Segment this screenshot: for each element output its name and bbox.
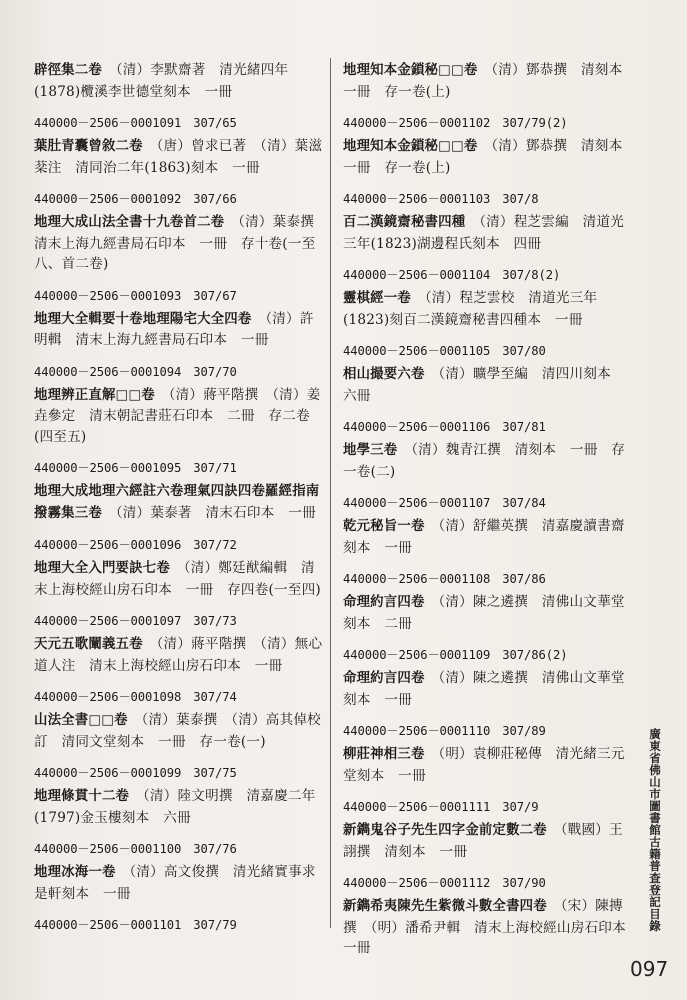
catalog-entry <box>343 646 633 710</box>
entry-body <box>34 634 324 676</box>
catalog-entry <box>343 342 633 406</box>
catalog-entry <box>34 363 324 448</box>
catalog-entry <box>343 570 633 634</box>
catalog-entry <box>343 190 633 254</box>
call-number: 440000－2506－0001101 307/79 <box>34 918 237 932</box>
entry-body <box>343 668 633 710</box>
entry-detail: （清）高文俊撰 清光緒實事求是軒刻本 一冊 <box>34 864 316 902</box>
entry-detail: （清）蔣平階撰 （清）無心道人注 清末上海校經山房石印本 一冊 <box>34 636 323 674</box>
catalog-entry <box>34 114 324 178</box>
call-number: 440000－2506－0001110 307/89 <box>343 724 546 738</box>
call-number: 440000－2506－0001102 307/79(2) <box>343 116 568 130</box>
entry-title: 乾元秘旨一卷 <box>343 519 425 534</box>
entry-body <box>343 516 633 558</box>
entry-body <box>343 820 633 862</box>
entry-title: 葉肚青囊曾敘二卷 <box>34 139 143 154</box>
entry-body <box>34 710 324 752</box>
entry-detail: （清）魏青江撰 清刻本 一冊 存一卷(二) <box>343 442 626 480</box>
call-number: 440000－2506－0001092 307/66 <box>34 192 237 206</box>
call-number: 440000－2506－0001104 307/8(2) <box>343 268 561 282</box>
entry-detail: （清）陳之遴撰 清佛山文華堂刻本 一冊 <box>343 670 625 708</box>
entry-title: 新鐫希夷陳先生紫微斗數全書四卷 <box>343 899 547 914</box>
entry-body <box>34 558 324 600</box>
entry-title: 地理知本金鎖秘□□卷 <box>343 139 478 154</box>
catalog-entry <box>343 874 640 959</box>
entry-body <box>343 212 633 254</box>
entry-title: 地理大成地理六經註六卷理氣四訣四卷羅經指南撥霧集三卷 <box>34 484 320 521</box>
call-number: 440000－2506－0001099 307/75 <box>34 766 237 780</box>
entry-detail: （宋）陳摶撰 （明）潘希尹輯 清末上海校經山房石印本 一冊 <box>343 898 640 956</box>
entry-title: 地理大全輯要十卷地理陽宅大全四卷 <box>34 311 252 327</box>
entry-title: 地理大成山法全書十九卷首二卷 <box>34 215 225 230</box>
entry-detail: （清）葉泰撰 清末上海九經書局石印本 一冊 存十卷(一至八、首二卷) <box>34 214 328 272</box>
call-number: 440000－2506－0001103 307/8 <box>343 192 539 206</box>
entry-body <box>343 592 633 634</box>
entry-title: 百二漢鏡齋秘書四種 <box>343 215 466 230</box>
catalog-entry <box>34 688 324 752</box>
entry-detail: （清）舒繼英撰 清嘉慶讀書齋刻本 一冊 <box>343 518 625 556</box>
catalog-entry <box>34 764 324 828</box>
entry-detail: （清）鄭廷猷編輯 清末上海校經山房石印本 一冊 存四卷(一至四) <box>34 560 321 598</box>
entry-detail: （清）曠學至編 清四川刻本 六冊 <box>343 366 625 404</box>
call-number: 440000－2506－0001095 307/71 <box>34 461 237 475</box>
entry-title: 命理約言四卷 <box>343 595 425 610</box>
entry-body <box>34 786 324 828</box>
entry-body <box>34 60 324 102</box>
call-number: 440000－2506－0001093 307/67 <box>34 288 237 303</box>
entry-detail: （清）鄧恭撰 清刻本 一冊 存一卷(上) <box>343 62 637 100</box>
entry-body <box>343 60 637 102</box>
catalog-entry <box>343 798 633 862</box>
entry-title: 靈棋經一卷 <box>343 291 411 306</box>
entry-title: 地理知本金鎖秘□□卷 <box>343 63 478 78</box>
call-number: 440000－2506－0001109 307/86(2) <box>343 648 568 662</box>
catalog-entry <box>34 287 324 351</box>
entry-title: 地理大全入門要訣七卷 <box>34 561 170 576</box>
catalog-entry <box>343 722 633 786</box>
entry-detail: （戰國）王詡撰 清刻本 一冊 <box>343 822 623 860</box>
entry-body <box>343 440 633 482</box>
entry-body <box>343 136 637 178</box>
entry-detail: （清）葉泰著 清末石印本 一冊 <box>115 504 316 521</box>
call-number: 440000－2506－0001107 307/84 <box>343 496 546 510</box>
entry-title: 新鐫鬼谷子先生四字金前定數二卷 <box>343 823 547 838</box>
call-number: 440000－2506－0001097 307/73 <box>34 614 237 628</box>
entry-detail: （清）陸文明撰 清嘉慶二年(1797)金玉樓刻本 六冊 <box>34 788 316 826</box>
call-number: 440000－2506－0001094 307/70 <box>34 364 237 379</box>
call-number: 440000－2506－0001105 307/80 <box>343 344 546 358</box>
call-number: 440000－2506－0001106 307/81 <box>343 420 546 434</box>
call-number: 440000－2506－0001098 307/74 <box>34 690 237 704</box>
catalog-entry <box>343 494 633 558</box>
entry-title: 地學三卷 <box>343 443 398 458</box>
entry-detail: （清）蔣平階撰 （清）姜垚參定 清末朝記書莊石印本 二冊 存二卷(四至五) <box>34 386 321 445</box>
catalog-entry <box>343 266 633 330</box>
entry-title: 柳莊神相三卷 <box>343 747 425 762</box>
entry-detail: （清）李默齋著 清光緒四年(1878)欖溪李世德堂刻本 一冊 <box>34 62 289 100</box>
entry-title: 地理條貫十二卷 <box>34 789 130 804</box>
entry-title: 山法全書□□卷 <box>34 713 128 728</box>
entry-body <box>34 862 324 904</box>
entry-detail: （清）鄧恭撰 清刻本 一冊 存一卷(上) <box>343 138 637 176</box>
catalog-entry <box>34 916 324 935</box>
entry-body <box>34 385 324 448</box>
call-number: 440000－2506－0001108 307/86 <box>343 572 546 586</box>
entry-body <box>34 136 324 178</box>
entry-body <box>343 744 633 786</box>
entry-body <box>343 364 633 406</box>
catalog-entry <box>343 418 633 482</box>
entry-body <box>34 309 324 351</box>
call-number: 440000－2506－0001111 307/9 <box>343 800 539 814</box>
call-number: 440000－2506－0001100 307/76 <box>34 842 237 856</box>
entry-title: 地理辨正直解□□卷 <box>34 387 155 403</box>
entry-detail: （清）許明輯 清末上海九經書局石印本 一冊 <box>34 310 314 348</box>
catalog-entry <box>34 459 324 524</box>
right-column <box>343 60 640 971</box>
entry-body <box>34 481 324 524</box>
call-number: 440000－2506－0001096 307/72 <box>34 538 237 552</box>
catalog-entry <box>34 190 328 275</box>
catalog-entry <box>343 60 637 102</box>
catalog-entry <box>343 114 637 178</box>
entry-detail: （清）程芝雲校 清道光三年(1823)刻百二漢鏡齋秘書四種本 一冊 <box>343 290 598 328</box>
entry-body <box>34 212 328 275</box>
entry-detail: （清）程芝雲編 清道光三年(1823)湖邊程氏刻本 四冊 <box>343 214 625 252</box>
entry-title: 辟徑集二卷 <box>34 63 102 78</box>
entry-body <box>343 896 640 959</box>
page-number: 097 <box>630 957 669 981</box>
call-number: 440000－2506－0001112 307/90 <box>343 876 546 890</box>
entry-title: 相山撮要六卷 <box>343 367 425 382</box>
call-number: 440000－2506－0001091 307/65 <box>34 116 237 130</box>
entry-body <box>343 288 633 330</box>
entry-title: 命理約言四卷 <box>343 671 425 686</box>
left-column <box>34 60 328 947</box>
catalog-entry <box>34 612 324 676</box>
catalog-entry <box>34 60 324 102</box>
entry-detail: （清）陳之遴撰 清佛山文華堂刻本 二冊 <box>343 594 625 632</box>
catalog-entry <box>34 840 324 904</box>
entry-title: 地理冰海一卷 <box>34 865 116 880</box>
entry-detail: （明）袁柳莊秘傳 清光緒三元堂刻本 一冊 <box>343 746 625 784</box>
entry-detail: （清）葉泰撰 （清）高其倬校訂 清同文堂刻本 一冊 存一卷(一) <box>34 712 321 750</box>
entry-title: 天元五歌闡義五卷 <box>34 637 143 652</box>
catalog-entry <box>34 536 324 600</box>
column-divider <box>330 58 331 928</box>
side-label: 廣東省佛山市圖書館古籍普查登記目錄 <box>648 728 662 932</box>
entry-detail: （唐）曾求已著 （清）葉滋棻注 清同治二年(1863)刻本 一冊 <box>34 138 323 176</box>
